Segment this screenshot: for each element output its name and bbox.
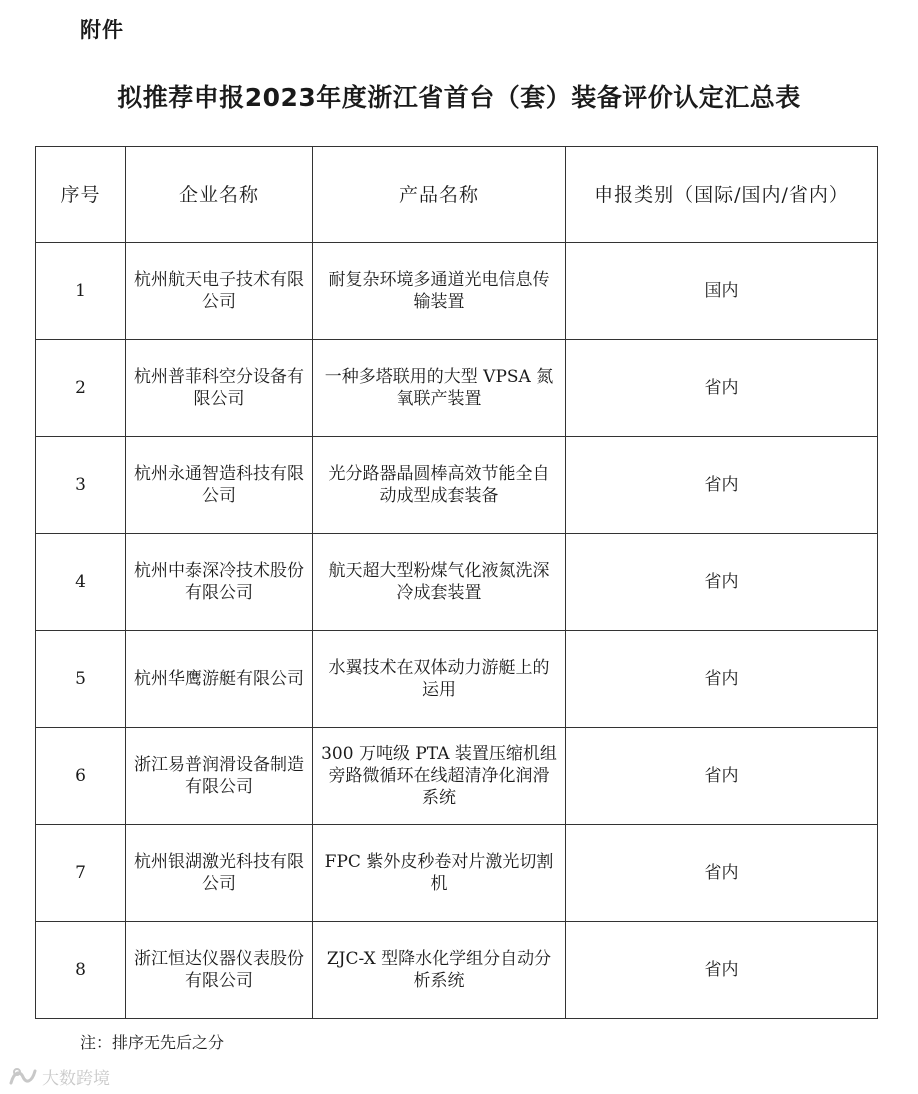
cell-company: 杭州永通智造科技有限公司: [126, 437, 313, 534]
cell-number: 8: [36, 922, 126, 1019]
cell-category: 国内: [566, 243, 878, 340]
attachment-label: 附件: [80, 18, 124, 42]
table-row: [36, 243, 878, 340]
column-header-company: 企业名称: [126, 147, 313, 243]
document-title: 拟推荐申报2023年度浙江省首台（套）装备评价认定汇总表: [117, 83, 801, 112]
watermark: [8, 1064, 110, 1089]
table-note: 注：排序无先后之分: [80, 1033, 225, 1052]
table-row: [36, 534, 878, 631]
cell-number: 2: [36, 340, 126, 437]
column-header-number: 序号: [36, 147, 126, 243]
cell-category: 省内: [566, 534, 878, 631]
cell-product: 耐复杂环境多通道光电信息传输装置: [313, 243, 566, 340]
cell-company: 杭州中泰深冷技术股份有限公司: [126, 534, 313, 631]
cell-company: 杭州华鹰游艇有限公司: [126, 631, 313, 728]
cell-number: 7: [36, 825, 126, 922]
cell-product: 航天超大型粉煤气化液氮洗深冷成套装置: [313, 534, 566, 631]
watermark-text: 大数跨境: [42, 1069, 110, 1089]
cell-product: FPC 紫外皮秒卷对片激光切割机: [313, 825, 566, 922]
cell-category: 省内: [566, 728, 878, 825]
cell-category: 省内: [566, 825, 878, 922]
summary-table: [35, 146, 878, 1019]
table-row: [36, 922, 878, 1019]
cell-product: 水翼技术在双体动力游艇上的运用: [313, 631, 566, 728]
cell-number: 1: [36, 243, 126, 340]
table-row: [36, 437, 878, 534]
brand-logo-icon: [8, 1066, 38, 1088]
table-header-row: [36, 147, 878, 243]
cell-product: 光分路器晶圆棒高效节能全自动成型成套装备: [313, 437, 566, 534]
cell-category: 省内: [566, 437, 878, 534]
cell-number: 3: [36, 437, 126, 534]
cell-product: ZJC-X 型降水化学组分自动分析系统: [313, 922, 566, 1019]
cell-category: 省内: [566, 340, 878, 437]
cell-product: 一种多塔联用的大型 VPSA 氮氧联产装置: [313, 340, 566, 437]
cell-company: 浙江易普润滑设备制造有限公司: [126, 728, 313, 825]
table-row: [36, 340, 878, 437]
cell-category: 省内: [566, 922, 878, 1019]
cell-company: 杭州航天电子技术有限公司: [126, 243, 313, 340]
cell-number: 5: [36, 631, 126, 728]
column-header-category: 申报类别（国际/国内/省内）: [566, 147, 878, 243]
cell-company: 浙江恒达仪器仪表股份有限公司: [126, 922, 313, 1019]
table-row: [36, 728, 878, 825]
table-row: [36, 631, 878, 728]
column-header-product: 产品名称: [313, 147, 566, 243]
cell-company: 杭州银湖激光科技有限公司: [126, 825, 313, 922]
cell-product: 300 万吨级 PTA 装置压缩机组旁路微循环在线超清净化润滑系统: [313, 728, 566, 825]
cell-category: 省内: [566, 631, 878, 728]
cell-number: 4: [36, 534, 126, 631]
cell-number: 6: [36, 728, 126, 825]
cell-company: 杭州普菲科空分设备有限公司: [126, 340, 313, 437]
table-row: [36, 825, 878, 922]
